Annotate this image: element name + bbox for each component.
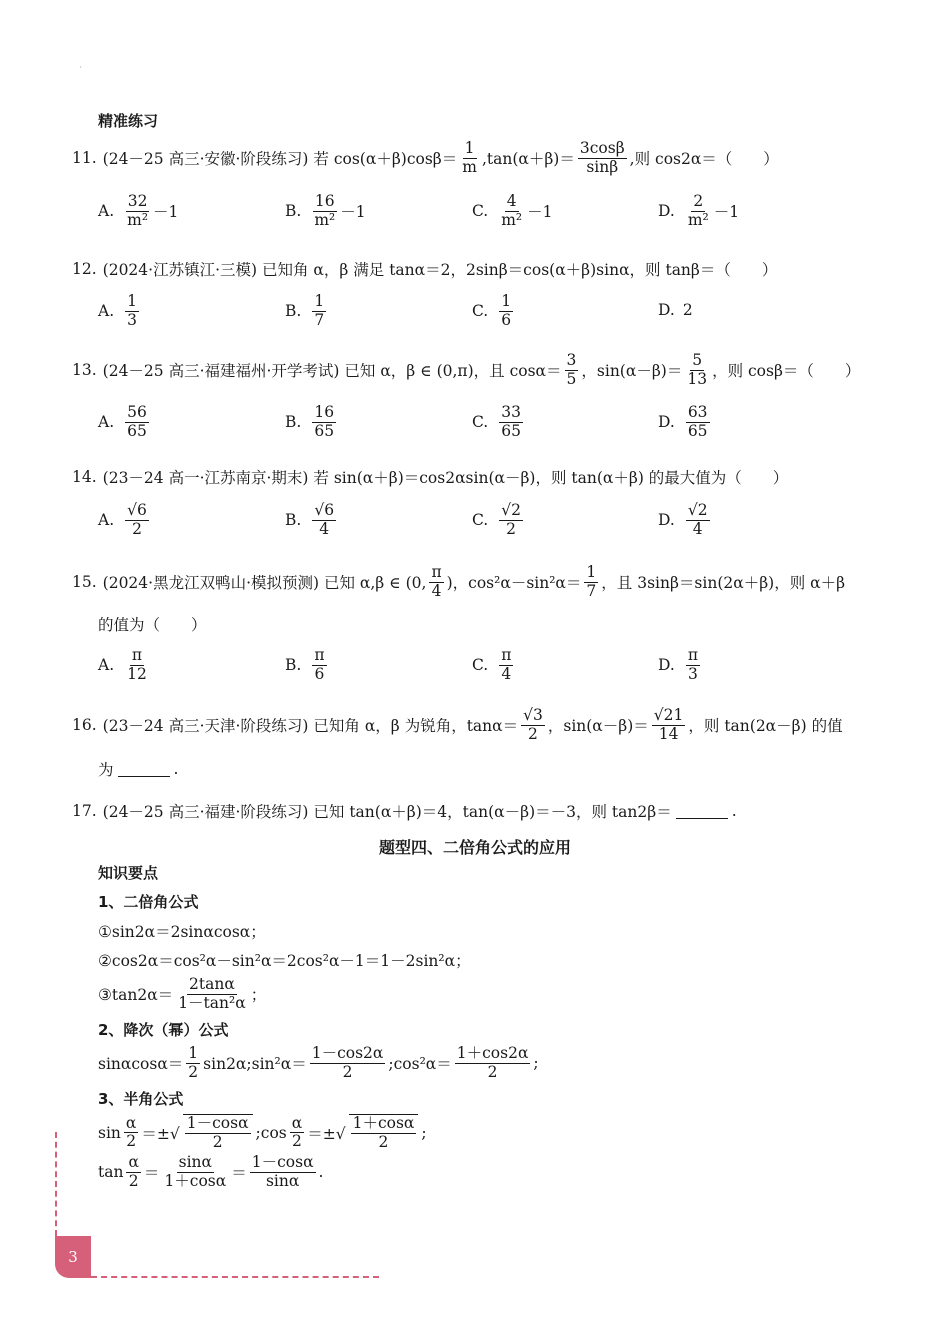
q13-option-c[interactable]: C. $\frac{33}{65}$ [472, 403, 521, 440]
page-border-vertical [55, 1132, 57, 1236]
question-12: 12. (2024·江苏镇江·三模) 已知角 α，β 满足 tanα＝2，2sinβ＝cos(α＋β)sinα，则 tanβ＝（ ） [72, 260, 778, 279]
knowledge-h2: 2、降次（幂）公式 [98, 1021, 229, 1039]
page-number: 3 [55, 1236, 91, 1278]
q11-frac2: $\frac{3\cos\beta}{\sin\beta}$ [579, 139, 625, 176]
knowledge-head: 知识要点 [98, 864, 159, 882]
question-17: 17. (24－25 高三·福建·阶段练习) 已知 tan(α＋β)＝4，tan(α－β)＝－3，则 tan2β＝ . [72, 802, 737, 821]
q15-option-c[interactable]: C. $\frac{\pi}{4}$ [472, 646, 512, 683]
section-4-title: 题型四、二倍角公式的应用 [378, 838, 571, 857]
q14-option-c[interactable]: C. $\frac{√2}{2}$ [472, 501, 521, 538]
power-reduction-formula: sinαcosα＝ $\frac{1}{2}$ sin2α;sin²α＝ $\frac{1-\cos 2\alpha}{2}$ ;cos²α＝ $\frac{1+\cos 2\alpha}{2}$ ; [98, 1044, 539, 1081]
question-13: 13. (24－25 高三·福建福州·开学考试) 已知 α，β ∈ (0,π)，且 cosα＝ $\frac{3}{5}$ ，sin(α－β)＝ $\frac{5}{13}$ ，则 cosβ＝（ ） [72, 351, 861, 388]
q14-option-b[interactable]: B. $\frac{√6}{4}$ [285, 501, 335, 538]
question-14: 14. (23－24 高一·江苏南京·期末) 若 sin(α＋β)＝cos2αsin(α－β)，则 tan(α＋β) 的最大值为（ ） [72, 468, 789, 487]
q15-option-b[interactable]: B. $\frac{\pi}{6}$ [285, 646, 325, 683]
q12-option-a[interactable]: A. $\frac{1}{3}$ [98, 292, 137, 329]
q11-tail: ,则 cos2α＝（ ） [629, 150, 779, 169]
q13-option-a[interactable]: A. $\frac{56}{65}$ [98, 403, 147, 440]
q11-mid: ,tan(α＋β)＝ [481, 150, 575, 169]
q13-option-d[interactable]: D. $\frac{63}{65}$ [658, 403, 708, 440]
q16-line2: 为 . [98, 760, 179, 779]
page-border-horizontal [91, 1276, 379, 1278]
q11-option-c[interactable]: C. $\frac{4}{\text{m²}}$ －1 [472, 192, 553, 229]
q14-option-d[interactable]: D. $\frac{√2}{4}$ [658, 501, 708, 538]
question-16: 16. (23－24 高三·天津·阶段练习) 已知角 α，β 为锐角，tanα＝ $\frac{√3}{2}$ ，sin(α－β)＝ $\frac{√21}{14}$ ，则 tan(2α－β) 的值 [72, 706, 843, 743]
knowledge-h1: 1、二倍角公式 [98, 893, 199, 911]
q12-text: (2024·江苏镇江·三模) 已知角 α，β 满足 tanα＝2，2sinβ＝cos(α＋β)sinα，则 tanβ＝（ ） [102, 261, 778, 279]
formula-3: ③tan2α＝ $\frac{2\tan\alpha}{\text{1－tan²α}}$ ； [98, 975, 267, 1012]
section-title: 精准练习 [98, 112, 159, 130]
q12-option-d[interactable]: D. 2 [658, 301, 693, 319]
half-angle-formula-2: tan $\frac{\alpha}{2}$ ＝ $\frac{\sin\alpha}{1+\cos\alpha}$ ＝ $\frac{1-\cos\alpha}{\sin\alpha}$ . [98, 1153, 324, 1190]
knowledge-h3: 3、半角公式 [98, 1090, 184, 1108]
q12-option-c[interactable]: C. $\frac{1}{6}$ [472, 292, 512, 329]
q11-frac1: $\frac{1}{m}$ [462, 139, 477, 176]
q15-option-d[interactable]: D. $\frac{\pi}{3}$ [658, 646, 698, 683]
header-mark: ' [80, 66, 82, 73]
q11-src: (24－25 高三·安徽·阶段练习) 若 cos(α＋β)cosβ＝ [102, 150, 458, 169]
q15-option-a[interactable]: A. $\frac{\pi}{12}$ [98, 646, 147, 683]
half-angle-formula-1: sin $\frac{\alpha}{2}$ ＝±√ $\frac{1-\cos\alpha}{2}$ ;cos $\frac{\alpha}{2}$ ＝±√ $\frac{1+\cos\alpha}{2}$ ; [98, 1113, 427, 1151]
q11-option-d[interactable]: D. $\frac{2}{\text{m²}}$ －1 [658, 192, 740, 229]
formula-2: ②cos2α＝cos²α－sin²α＝2cos²α－1＝1－2sin²α； [98, 952, 471, 970]
q17-answer-blank[interactable] [676, 804, 728, 819]
q15-line2: 的值为（ ） [98, 616, 207, 634]
question-11 [72, 140, 779, 177]
q16-answer-blank[interactable] [118, 762, 170, 777]
formula-1: ①sin2α＝2sinαcosα； [98, 923, 266, 941]
question-15: 15. (2024·黑龙江双鸭山·模拟预测) 已知 α,β ∈ (0, $\frac{\pi}{4}$ )，cos²α－sin²α＝ $\frac{1}{7}$ ，且 3sinβ＝sin(2α＋β)，则 α＋β [72, 563, 846, 600]
q11-option-b[interactable]: B. $\frac{16}{\text{m²}}$ －1 [285, 192, 366, 229]
q12-option-b[interactable]: B. $\frac{1}{7}$ [285, 292, 325, 329]
q11-num: 11. [72, 149, 97, 168]
q14-option-a[interactable]: A. $\frac{√6}{2}$ [98, 501, 147, 538]
q11-option-a[interactable]: A. $\frac{32}{\text{m²}}$ －1 [98, 192, 179, 229]
q13-option-b[interactable]: B. $\frac{16}{65}$ [285, 403, 335, 440]
